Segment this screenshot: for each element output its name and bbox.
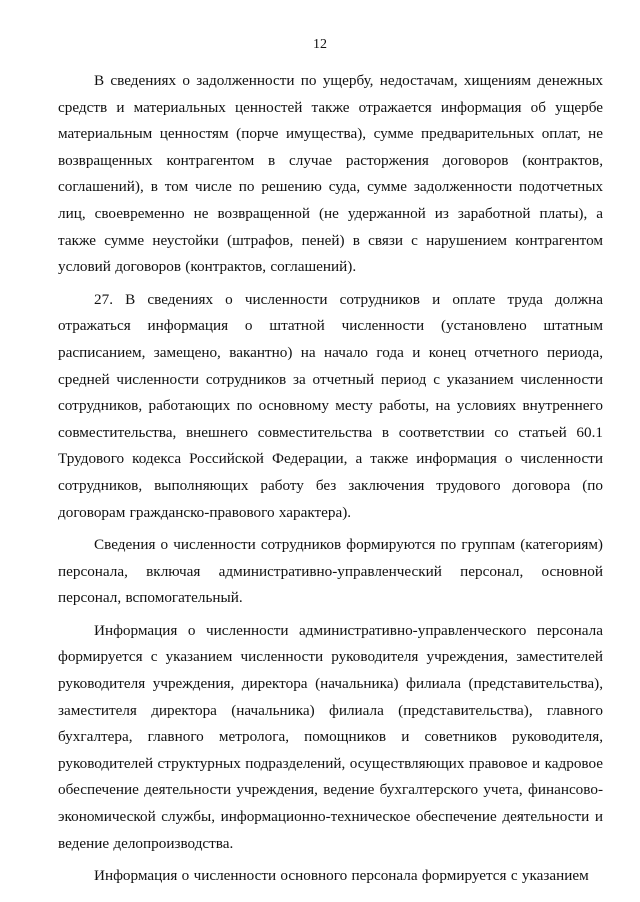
paragraph-staff-groups: Сведения о численности сотрудников формируются по группам (категориям) персонала, включая административно-управленческий персонал, основной персонал, вспомогательный. <box>58 536 603 607</box>
page-number: 12 <box>313 37 327 52</box>
paragraph-main-staff: Информация о численности основного персонала формируется с указанием <box>94 867 589 885</box>
paragraph-debt-information: В сведениях о задолженности по ущербу, недостачам, хищениям денежных средств и материальных ценностей также отражается информация об ущербе материальным ценностям (порче имущества), сумме предварительных оплат, не возвращенных контрагентом в случае расторжения договоров (контрактов, соглашений), в том числе по решению суда, сумме задолженности подотчетных лиц, своевременно не возвращенной (не удержанной из заработной платы), а также сумме неустойки (штрафов, пеней) в связи с нарушением контрагентом условий договоров (контрактов, соглашений). <box>58 72 603 276</box>
paragraph-27-staff-numbers: 27. В сведениях о численности сотрудников и оплате труда должна отражаться информация о штатной численности (установлено штатным расписанием, замещено, вакантно) на начало года и конец отчетного периода, средней численности сотрудников за отчетный период с указанием численности сотрудников, работающих по основному месту работы, на условиях внутреннего совместительства, внешнего совместительства в соответствии со статьей 60.1 Трудового кодекса Российской Федерации, а также информация о численности сотрудников, выполняющих работу без заключения трудового договора (по договорам гражданско-правового характера). <box>58 290 603 521</box>
document-body <box>58 68 603 890</box>
paragraph-administrative-staff: Информация о численности административно-управленческого персонала формируется с указанием численности руководителя учреждения, заместителей руководителя учреждения, директора (начальника) филиала (представительства), заместителя директора (начальника) филиала (представительства), главного бухгалтера, главного метролога, помощников и советников руководителя, руководителей структурных подразделений, осуществляющих правовое и кадровое обеспечение деятельности учреждения, ведение бухгалтерского учета, финансово-экономической службы, информационно-техническое обеспечение деятельности и ведение делопроизводства. <box>58 621 603 852</box>
